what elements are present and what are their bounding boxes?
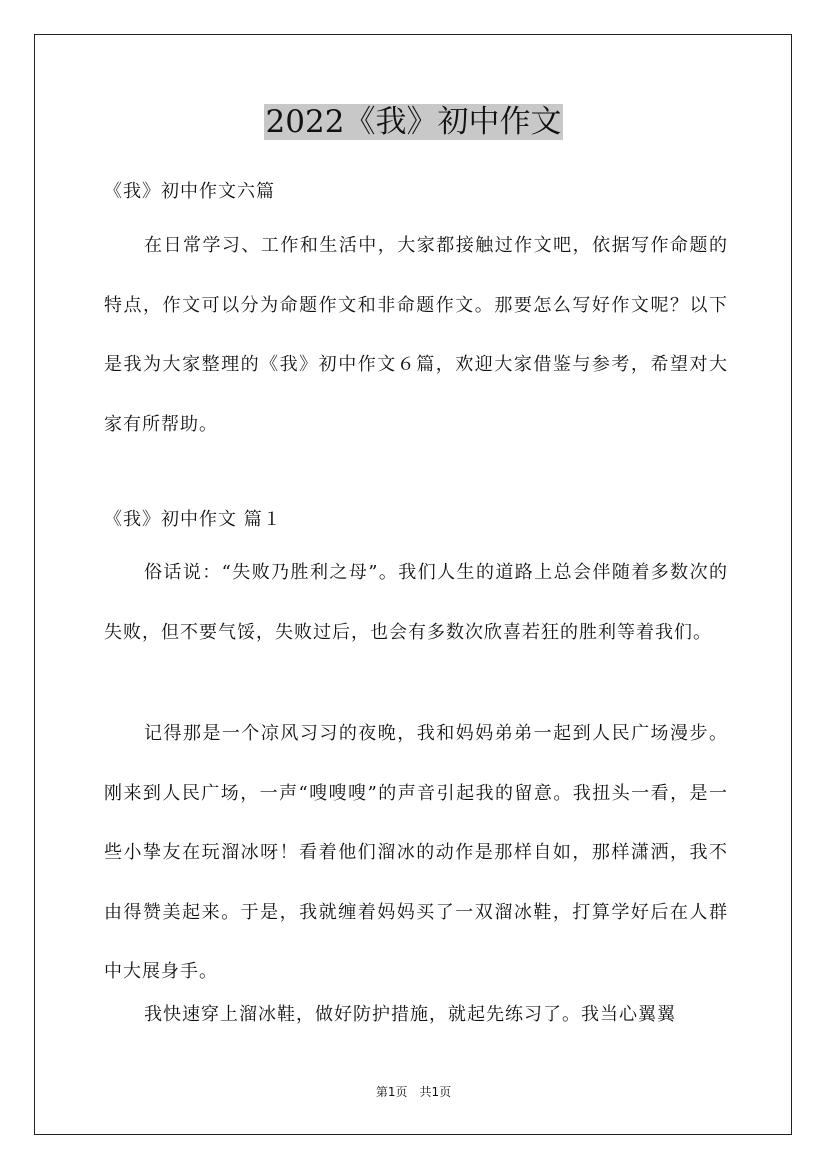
document-title-text: 2022《我》初中作文 (265, 104, 562, 140)
document-title (0, 101, 827, 143)
body-paragraph-1: 俗话说：“失败乃胜利之母”。我们人生的道路上总会伴随着多数次的失败，但不要气馁，失败过后，也会有多数次欣喜若狂的胜利等着我们。 (104, 562, 728, 643)
page-footer: 第1页 共1页 (375, 1085, 452, 1099)
document-subtitle: 《我》初中作文六篇 (104, 181, 275, 202)
intro-paragraph: 在日常学习、工作和生活中，大家都接触过作文吧，依据写作命题的特点，作文可以分为命题作文和非命题作文。那要怎么写好作文呢？以下是我为大家整理的《我》初中作文６篇，欢迎大家借鉴与参考，希望对大家有所帮助。 (104, 235, 728, 435)
body-paragraph-2: 记得那是一个凉风习习的夜晚，我和妈妈弟弟一起到人民广场漫步。刚来到人民广场，一声“嗖嗖嗖”的声音引起我的留意。我扭头一看，是一些小挚友在玩溜冰呀！看着他们溜冰的动作是那样自如，那样潇洒，我不由得赞美起来。于是，我就缠着妈妈买了一双溜冰鞋，打算学好后在人群中大展身手。 (104, 723, 728, 982)
body-paragraph-3: 我快速穿上溜冰鞋，做好防护措施，就起先练习了。我当心翼翼 (144, 1004, 676, 1025)
section-heading: 《我》初中作文 篇１ (104, 509, 282, 530)
